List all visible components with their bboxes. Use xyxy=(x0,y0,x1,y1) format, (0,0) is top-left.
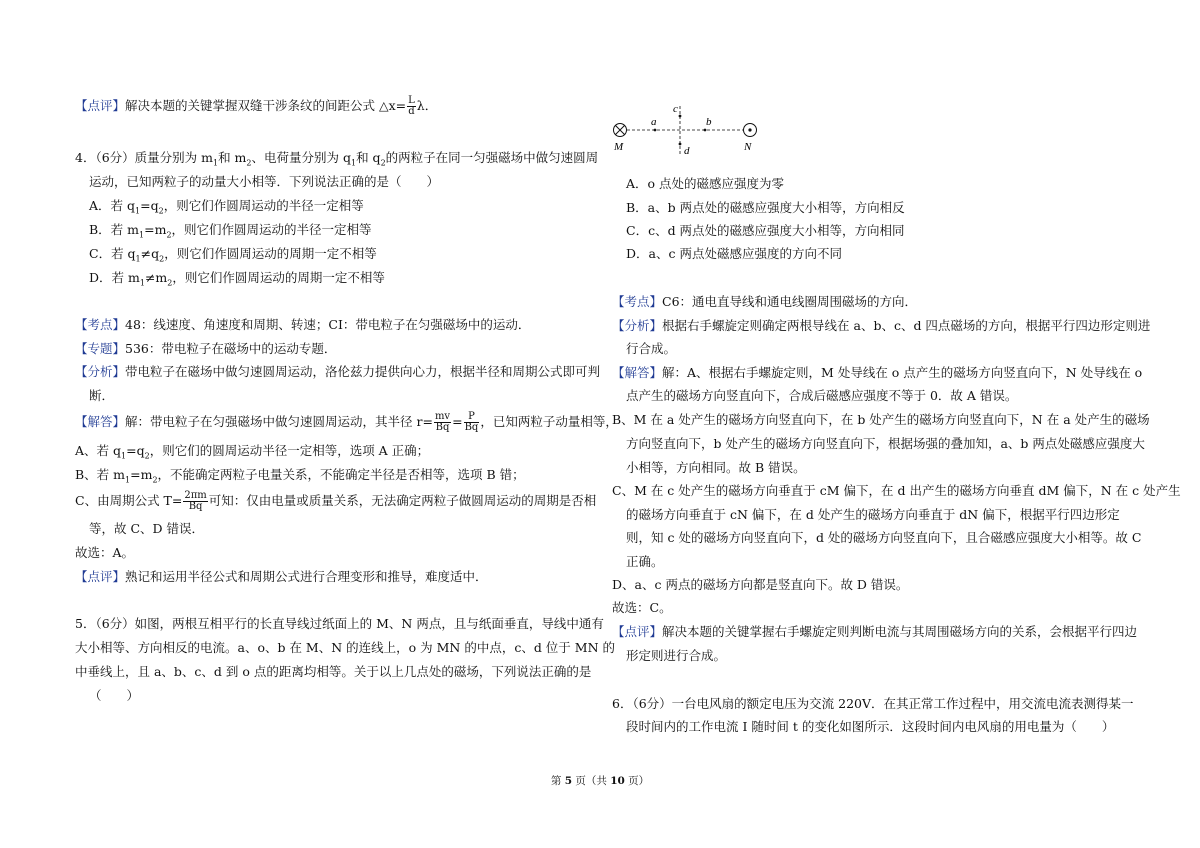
q5-jieda-l5: 小相等，方向相同。故 B 错误。 xyxy=(626,460,806,475)
label-a: a xyxy=(651,116,657,128)
q6-stem-line1: 6．（6分）一台电风扇的额定电压为交流 220V．在其正常工作过程中，用交流电流表测得某一 xyxy=(612,696,1134,711)
q5-option-d: D．a、c 两点处磁感应强度的方向不同 xyxy=(626,246,842,261)
label-b: b xyxy=(706,116,712,128)
q5-fenxi: 【分析】根据右手螺旋定则确定两根导线在 a、b、c、d 四点磁场的方向，根据平行四边形定则进 xyxy=(612,318,1151,333)
q5-jieda-l9: 正确。 xyxy=(626,554,664,569)
wires-figure xyxy=(612,98,772,160)
q4-stem-line1: 4．（6分）质量分别为 $m_1$和 $m_2$、电荷量分别为 $q_1$和 $q_2$的两粒子在同一匀强磁场中做匀速圆周 xyxy=(75,150,599,168)
q5-pingjian: 【点评】解决本题的关键掌握右手螺旋定则判断电流与其周围磁场方向的关系，会根据平行四边 xyxy=(612,624,1138,639)
page-footer: 第 5 页（共 10 页） xyxy=(550,775,650,787)
q4-option-d: D．若 $m_1\ne m_2$，则它们作圆周运动的周期一定不相等 xyxy=(89,270,385,288)
point-c xyxy=(679,115,682,118)
q5-option-c: C．c、d 两点处的磁感应强度大小相等，方向相同 xyxy=(626,223,905,238)
q4-jieda: 【解答】解：带电粒子在匀强磁场中做匀速圆周运动，其半径 r= $\frac{mv}{Bq}$ = $\frac{P}{Bq}$ ，已知两粒子动量相等， xyxy=(75,411,618,433)
radius-fraction-2: $\frac{P}{Bq}$ xyxy=(464,411,479,433)
wire-m-into-page-icon xyxy=(614,124,627,137)
comment-q3: 【点评】解决本题的关键掌握双缝干涉条纹的间距公式 △x= $\frac{L}{d}$ λ． xyxy=(75,95,438,117)
point-b xyxy=(704,129,707,132)
q5-jieda-l6: C、M 在 c 处产生的磁场方向垂直于 cM 偏下，在 d 出产生的磁场方向垂直 dM 偏下，N 在 c 处产生 xyxy=(612,483,1181,498)
q5-stem-line1: 5．（6分）如图，两根互相平行的长直导线过纸面上的 M、N 两点，且与纸面垂直，导线中通有 xyxy=(75,616,604,631)
q4-answer: 故选：A。 xyxy=(75,545,135,560)
q4-zhuanti: 【专题】536：带电粒子在磁场中的运动专题． xyxy=(75,341,337,356)
label-N: N xyxy=(744,141,752,153)
wire-n-out-of-page-icon xyxy=(744,124,757,137)
q5-answer: 故选：C。 xyxy=(612,600,672,615)
point-a xyxy=(654,129,657,132)
q5-jieda-l8: 则，知 c 处的磁场方向竖直向下，d 处的磁场方向竖直向下，且合磁感应强度大小相等。故 C xyxy=(626,530,1142,545)
q4-option-b: B．若 $m_1=m_2$，则它们作圆周运动的半径一定相等 xyxy=(89,222,372,240)
q6-stem-line2: 段时间内的工作电流 I 随时间 t 的变化如图所示．这段时间内电风扇的用电量为（ ） xyxy=(626,719,1115,734)
q4-kaodian: 【考点】48：线速度、角速度和周期、转速；CI：带电粒子在匀强磁场中的运动． xyxy=(75,317,531,332)
page-number: 5 xyxy=(564,775,572,787)
q5-jieda-l7: 的磁场方向垂直于 cN 偏下，在 d 处产生的磁场方向垂直于 dN 偏下，根据平行四边形定 xyxy=(626,507,1120,522)
radius-fraction-1: $\frac{mv}{Bq}$ xyxy=(434,411,451,433)
q5-jieda-l3: B、M 在 a 处产生的磁场方向竖直向下，在 b 处产生的磁场方向竖直向下，N 在 a 处产生的磁场 xyxy=(612,412,1150,427)
q4-jieda-b: B、若 $m_1=m_2$，不能确定两粒子电量关系，不能确定半径是否相等，选项 B 错； xyxy=(75,467,525,485)
q4-fenxi: 【分析】带电粒子在磁场中做匀速圆周运动，洛伦兹力提供向心力，根据半径和周期公式即可判 xyxy=(75,364,601,379)
q5-pingjian-line2: 形定则进行合成。 xyxy=(626,648,727,663)
q4-fenxi-line2: 断． xyxy=(89,388,115,403)
fringe-spacing-fraction: $\frac{L}{d}$ xyxy=(408,95,415,117)
q5-jieda-l4: 方向竖直向下，b 处产生的磁场方向竖直向下，根据场强的叠加知，a、b 两点处磁感应强度大 xyxy=(626,436,1145,451)
q5-jieda: 【解答】解：A、根据右手螺旋定则，M 处导线在 o 点产生的磁场方向竖直向下，N 处导线在 o xyxy=(612,365,1143,380)
q4-stem-line2: 运动，已知两粒子的动量大小相等．下列说法正确的是（ ） xyxy=(89,174,440,189)
q5-stem-line4: （ ） xyxy=(89,688,140,703)
point-d xyxy=(679,143,682,146)
q4-pingjian: 【点评】熟记和运用半径公式和周期公式进行合理变形和推导，难度适中． xyxy=(75,569,488,584)
page-total: 10 xyxy=(610,775,625,787)
q5-option-a: A．o 点处的磁感应强度为零 xyxy=(626,176,785,191)
q5-jieda-l2: 点产生的磁场方向竖直向下，合成后磁感应强度不等于 0．故 A 错误。 xyxy=(626,388,1018,403)
q4-jieda-c: C、由周期公式 T= $\frac{2\pi m}{Bq}$ 可知：仅由电量或质量关系，无法确定两粒子做圆周运动的周期是否相 xyxy=(75,490,597,512)
q4-jieda-c-line2: 等，故 C、D 错误． xyxy=(89,521,205,536)
q4-jieda-a: A、若 $q_1=q_2$，则它们的圆周运动半径一定相等，选项 A 正确； xyxy=(75,443,430,461)
q5-jieda-l10: D、a、c 两点的磁场方向都是竖直向下。故 D 错误。 xyxy=(612,577,909,592)
q5-fenxi-line2: 行合成。 xyxy=(626,341,677,356)
period-fraction: $\frac{2\pi m}{Bq}$ xyxy=(184,490,207,512)
q4-option-c: C．若 $q_1\ne q_2$，则它们作圆周运动的周期一定不相等 xyxy=(89,246,377,264)
q4-option-a: A．若 $q_1=q_2$，则它们作圆周运动的半径一定相等 xyxy=(89,198,364,216)
q5-kaodian: 【考点】C6：通电直导线和通电线圈周围磁场的方向． xyxy=(612,294,918,309)
q5-stem-line2: 大小相等、方向相反的电流。a、o、b 在 M、N 的连线上，o 为 MN 的中点，c、d 位于 MN 的 xyxy=(75,640,615,655)
q5-stem-line3: 中垂线上，且 a、b、c、d 到 o 点的距离均相等。关于以上几点处的磁场，下列说法正确的是 xyxy=(75,664,592,679)
label-M: M xyxy=(614,141,624,153)
label-d: d xyxy=(684,145,690,157)
q5-option-b: B．a、b 两点处的磁感应强度大小相等，方向相反 xyxy=(626,200,905,215)
label-c: c xyxy=(673,103,678,115)
